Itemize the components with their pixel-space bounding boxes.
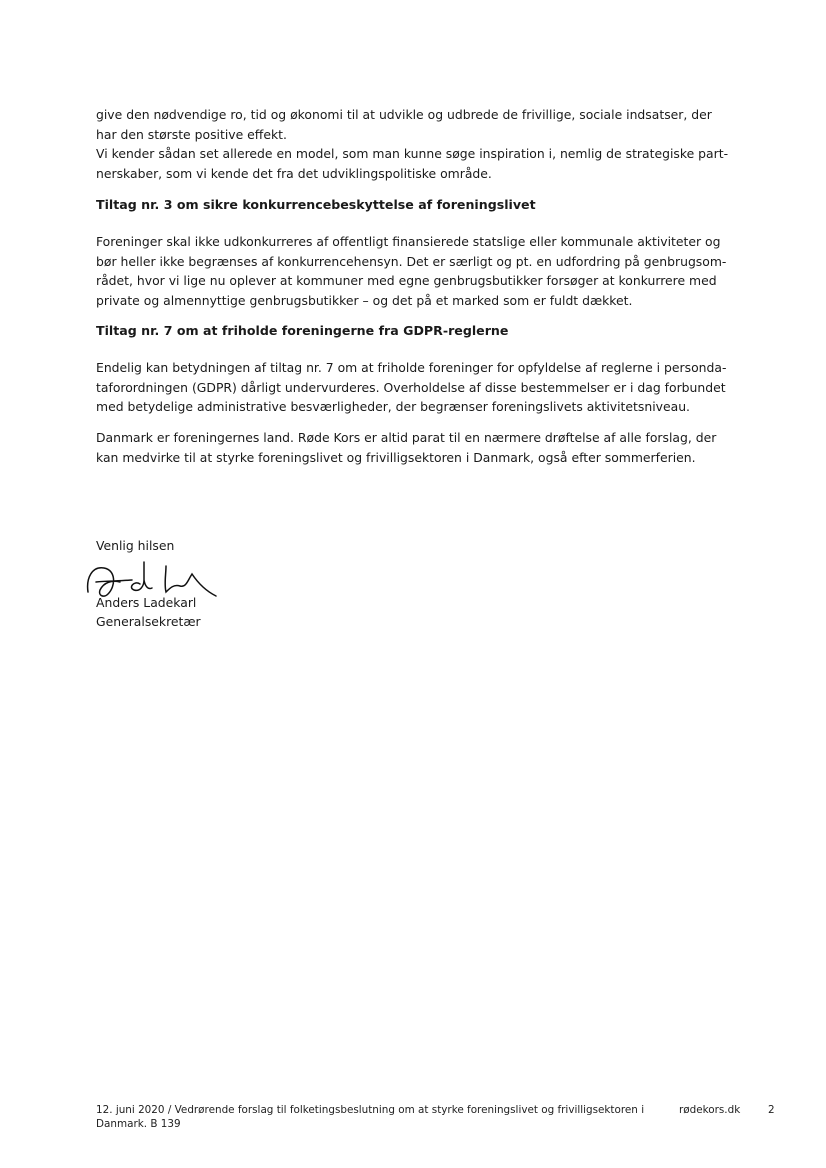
closing-greeting: Venlig hilsen xyxy=(96,538,175,553)
signatory-title: Generalsekretær xyxy=(96,614,201,629)
text-line: taforordningen (GDPR) dårligt undervurderes. Overholdelse af disse bestemmelser er i dag forbundet xyxy=(96,379,726,395)
handwritten-signature xyxy=(82,556,232,604)
paragraph-tiltag-3 xyxy=(96,232,741,310)
signature-block xyxy=(96,536,396,632)
text-line: Vi kender sådan set allerede en model, som man kunne søge inspiration i, nemlig de strategiske part- xyxy=(96,146,729,161)
footer-reference-line: Danmark. B 139 xyxy=(96,1118,181,1130)
text-line: Danmark er foreningernes land. Røde Kors er altid parat til en nærmere drøftelse af alle forslag, der xyxy=(96,430,717,445)
text-line: bør heller ikke begrænses af konkurrencehensyn. Det er særligt og pt. en udfordring på genbrugsom- xyxy=(96,253,727,269)
text-line: Endelig kan betydningen af tiltag nr. 7 om at friholde foreninger for opfyldelse af reglerne i personda- xyxy=(96,360,727,375)
section-heading-tiltag-7: Tiltag nr. 7 om at friholde foreningerne fra GDPR-reglerne xyxy=(96,323,509,338)
text-line: rådet, hvor vi lige nu oplever at kommuner med egne genbrugsbutikker forsøger at konkurrere med xyxy=(96,273,717,288)
footer-reference-line: 12. juni 2020 / Vedrørende forslag til folketingsbeslutning om at styrke foreningslivet og frivilligsektoren i xyxy=(96,1104,645,1116)
signatory-name: Anders Ladekarl xyxy=(96,594,197,610)
section-heading-tiltag-3: Tiltag nr. 3 om sikre konkurrencebeskyttelse af foreningslivet xyxy=(96,197,536,212)
text-line: give den nødvendige ro, tid og økonomi til at udvikle og udbrede de frivillige, sociale indsatser, der xyxy=(96,107,712,122)
footer-website: rødekors.dk xyxy=(679,1104,741,1116)
text-line: kan medvirke til at styrke foreningslivet og frivilligsektoren i Danmark, også efter sommerferien. xyxy=(96,449,696,465)
text-line: med betydelige administrative besværligheder, der begrænser foreningslivets aktivitetsniveau. xyxy=(96,399,690,414)
paragraph-tiltag-7 xyxy=(96,358,741,417)
paragraph-conclusion xyxy=(96,428,741,467)
paragraph-intro xyxy=(96,105,741,183)
text-line: Foreninger skal ikke udkonkurreres af offentligt finansierede statslige eller kommunale aktiviteter og xyxy=(96,234,721,249)
text-line: har den største positive effekt. xyxy=(96,126,287,142)
text-line: private og almennyttige genbrugsbutikker – og det på et marked som er fuldt dækket. xyxy=(96,292,633,308)
page-number: 2 xyxy=(768,1104,775,1116)
text-line: nerskaber, som vi kende det fra det udviklingspolitiske område. xyxy=(96,165,492,181)
footer-reference xyxy=(96,1103,666,1131)
